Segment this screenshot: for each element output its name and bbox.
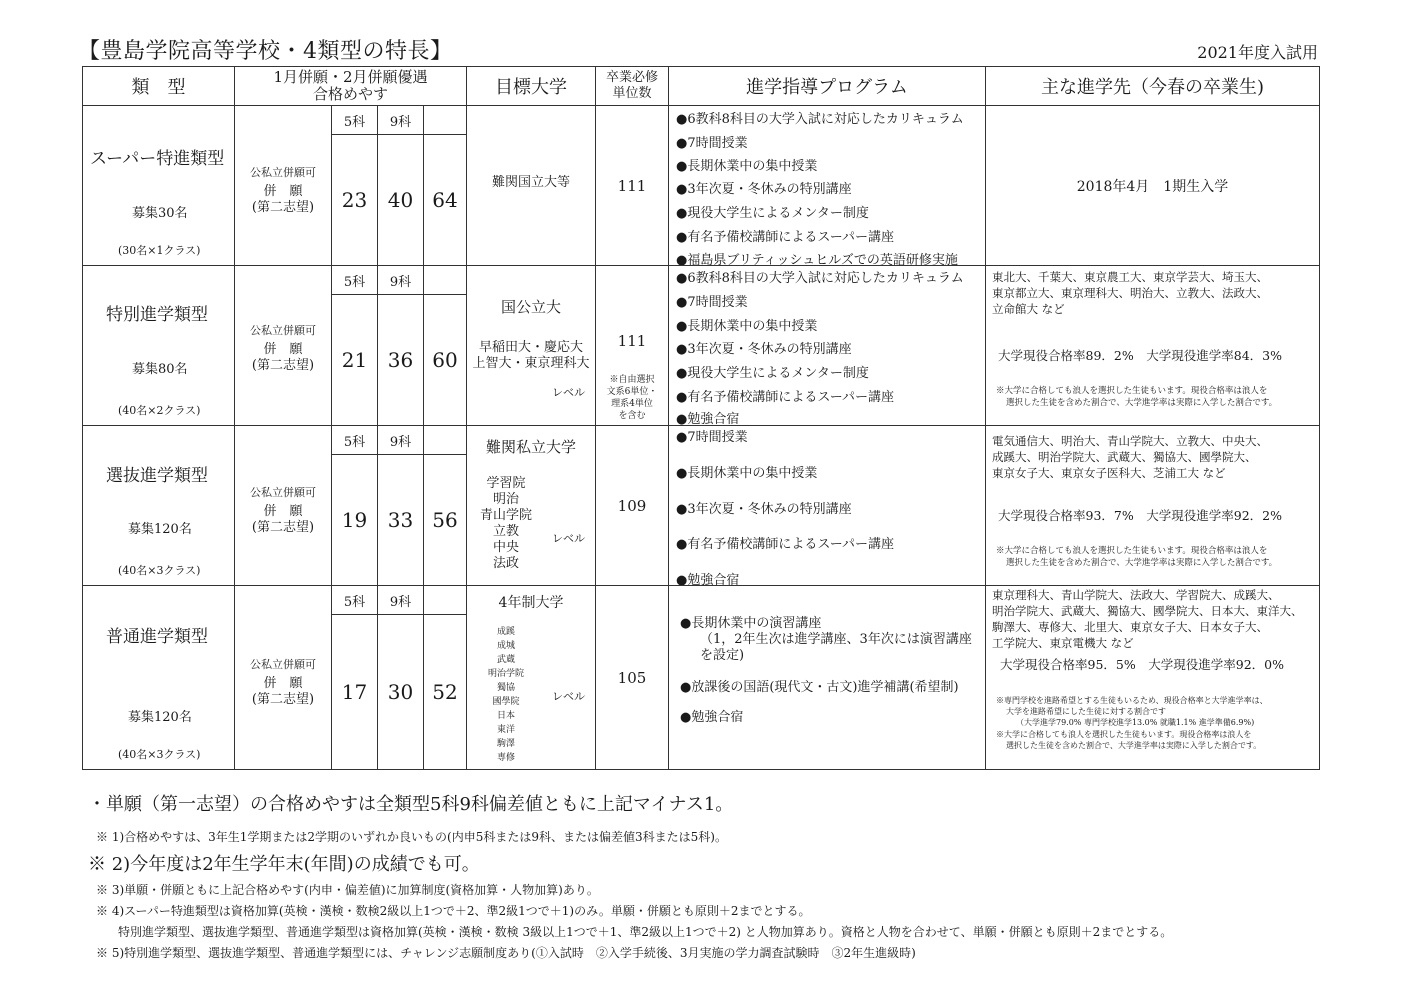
subject-3-label [423, 105, 467, 135]
pass-score-3: 60 [423, 294, 467, 426]
note-3: ※ 3)単願・併願ともに上記合格めやす(内申・偏差値)に加算制度(資格加算・人物加算)あり。 [96, 883, 599, 897]
program-item: ●3年次夏・冬休みの特別講座 [676, 342, 852, 357]
heigan-line2: 併 願 [263, 342, 303, 357]
subject-9-label: 9科 [377, 585, 424, 615]
target-level: レベル [552, 386, 585, 399]
program-item: ●長期休業中の集中授業 [676, 319, 818, 334]
program-item: ●勉強合宿 [676, 573, 740, 588]
rate-footnote: （大学進学79.0% 専門学校進学13.0% 就職1.1% 進学準備6.9%) [1016, 718, 1255, 727]
note-main: ・単願（第一志望）の合格めやすは全類型5科9科偏差値ともに上記マイナス1。 [88, 794, 734, 815]
subject-5-label: 5科 [331, 425, 378, 455]
target-school: 明治学院 [487, 669, 524, 679]
rate-footnote: ※大学に合格しても浪人を選択した生徒もいます。現役合格率は浪人を [996, 730, 1252, 739]
program-item: ●3年次夏・冬休みの特別講座 [676, 502, 852, 517]
program-item: ●3年次夏・冬休みの特別講座 [676, 182, 852, 197]
credits-cell: 109 [595, 425, 669, 586]
program-item: ●勉強合宿 [680, 710, 744, 725]
subject-3-label [423, 425, 467, 455]
header-destinations: 主な進学先（今春の卒業生) [985, 66, 1320, 106]
heigan-line2: 併 願 [263, 184, 303, 199]
type-name: スーパー特進類型 [90, 149, 225, 169]
pass-score-5: 21 [331, 294, 378, 426]
target-school: 青山学院 [479, 508, 532, 523]
rate-footnote: 選択した生徒を含めた割合で、大学進学率は実際に入学した割合です。 [1006, 558, 1278, 568]
destination-line: 駒澤大、専修大、北里大、東京女子大、日本女子大、 [992, 620, 1268, 634]
recruit-count: 募集30名 [132, 206, 188, 221]
target-school: 明治 [492, 492, 519, 507]
subject-5-label: 5科 [331, 585, 378, 615]
target-school: 中央 [492, 540, 519, 555]
note-1: ※ 1)合格めやすは、3年生1学期または2学期のいずれか良いもの(内申5科または9科、または偏差値3科または5科)。 [96, 830, 727, 844]
program-item: ●現役大学生によるメンター制度 [676, 366, 869, 381]
pass-score-5: 19 [331, 454, 378, 586]
recruit-count: 募集120名 [128, 522, 192, 537]
rate-text: 大学現役合格率95．5% 大学現役進学率92．0% [1000, 657, 1284, 672]
target-school: 東洋 [496, 725, 515, 735]
credits-note: 理系4単位 [611, 399, 653, 409]
rate-footnote: ※大学に合格しても浪人を選択した生徒もいます。現役合格率は浪人を [996, 386, 1268, 396]
rate-footnote: 選択した生徒を含めた割合で、大学進学率は実際に入学した割合です。 [1006, 741, 1262, 750]
features-table [82, 66, 1320, 770]
header-pass-line1: 1月併願・2月併願優遇 [273, 68, 428, 86]
target-level: レベル [552, 690, 585, 703]
heigan-line1: 公私立併願可 [250, 166, 316, 179]
credits-cell: 105 [595, 585, 669, 770]
rate-footnote: ※専門学校を進路希望とする生徒もいるため、現役合格率と大学進学率は、 [996, 696, 1268, 705]
target-main: 難関私立大学 [485, 438, 576, 456]
note-4a: ※ 4)スーパー特進類型は資格加算(英検・漢検・数検2級以上1つで＋2、準2級1つで＋1)のみ。単願・併願とも原則＋2までとする。 [96, 904, 811, 918]
pass-score-3: 52 [423, 614, 467, 770]
credits-cell: 111 [595, 105, 669, 266]
rate-text: 大学現役合格率89．2% 大学現役進学率84．3% [998, 348, 1282, 363]
program-item: ●長期休業中の演習講座 [680, 616, 822, 631]
pass-score-3: 56 [423, 454, 467, 586]
heigan-line3: (第二志望) [251, 692, 315, 707]
header-pass [234, 66, 467, 106]
pass-score-9: 40 [377, 134, 424, 266]
subject-9-label: 9科 [377, 425, 424, 455]
header-target: 目標大学 [466, 66, 596, 106]
rate-text: 大学現役合格率93．7% 大学現役進学率92．2% [998, 508, 1282, 523]
target-main: 難関国立大等 [491, 175, 570, 190]
heigan-line3: (第二志望) [251, 520, 315, 535]
program-item: ●7時間授業 [676, 136, 748, 151]
target-school: 駒澤 [496, 739, 515, 749]
header-program: 進学指導プログラム [668, 66, 986, 106]
heigan-line2: 併 願 [263, 504, 303, 519]
target-school: 専修 [496, 753, 515, 763]
subject-9-label: 9科 [377, 265, 424, 295]
subject-3-label [423, 265, 467, 295]
pass-score-9: 33 [377, 454, 424, 586]
destination-line: 電気通信大、明治大、青山学院大、立教大、中央大、 [992, 434, 1268, 448]
target-level: レベル [552, 532, 585, 545]
subject-3-label [423, 585, 467, 615]
destination-line: 東北大、千葉大、東京農工大、東京学芸大、埼玉大、 [992, 270, 1268, 284]
target-school: 國學院 [492, 697, 520, 707]
type-name: 特別進学類型 [106, 305, 208, 325]
target-sub: 早稲田大・慶応大 [478, 340, 583, 355]
credits-note: を含む [618, 411, 646, 421]
destination-line: 東京都立大、東京理科大、明治大、立教大、法政大、 [992, 286, 1268, 300]
destination-line: 東京女子大、東京女子医科大、芝浦工大 など [992, 466, 1226, 480]
header-type: 類 型 [82, 66, 235, 106]
rate-footnote: 選択した生徒を含めた割合で、大学進学率は実際に入学した割合です。 [1006, 398, 1278, 408]
destination-line: 成蹊大、明治学院大、武蔵大、獨協大、國學院大、 [992, 450, 1257, 464]
program-item: ●有名予備校講師によるスーパー講座 [676, 390, 895, 405]
class-count: (40名×3クラス) [118, 564, 201, 577]
target-school: 武蔵 [496, 655, 515, 665]
rate-footnote: ※大学に合格しても浪人を選択した生徒もいます。現役合格率は浪人を [996, 546, 1268, 556]
target-sub: 上智大・東京理科大 [472, 356, 590, 371]
type-name: 選抜進学類型 [106, 466, 208, 486]
subject-5-label: 5科 [331, 105, 378, 135]
header-credits-line1: 卒業必修 [605, 70, 658, 85]
target-school: 法政 [492, 556, 519, 571]
pass-score-3: 64 [423, 134, 467, 266]
target-main: 4年制大学 [498, 595, 564, 611]
rate-footnote: 大学を進路希望にした生徒に対する割合です [1006, 707, 1166, 716]
program-item: ●勉強合宿 [676, 412, 740, 427]
pass-score-5: 17 [331, 614, 378, 770]
program-item: ●現役大学生によるメンター制度 [676, 206, 869, 221]
program-item: ●6教科8科目の大学入試に対応したカリキュラム [676, 271, 964, 286]
target-school: 立教 [492, 524, 519, 539]
note-2: ※ 2)今年度は2年生学年末(年間)の成績でも可。 [88, 854, 480, 875]
program-item: （1，2年生次は進学講座、3年次には演習講座 [700, 632, 972, 647]
program-item: ●7時間授業 [676, 295, 748, 310]
credits-note: ※自由選択 [609, 375, 655, 385]
subject-5-label: 5科 [331, 265, 378, 295]
year-label: 2021年度入試用 [1197, 43, 1318, 62]
heigan-line2: 併 願 [263, 676, 303, 691]
destinations-cell: 2018年4月 1期生入学 [985, 105, 1320, 266]
program-item: ●放課後の国語(現代文・古文)進学補講(希望制) [680, 680, 959, 695]
subject-9-label: 9科 [377, 105, 424, 135]
header-credits [595, 66, 669, 106]
heigan-line1: 公私立併願可 [250, 658, 316, 671]
class-count: (40名×2クラス) [118, 404, 201, 417]
destination-line: 立命館大 など [992, 302, 1065, 316]
program-item: ●有名予備校講師によるスーパー講座 [676, 537, 895, 552]
note-4b: 特別進学類型、選抜進学類型、普通進学類型は資格加算(英検・漢検・数検 3級以上1つで＋1、準2級以上1つで＋2) と人物加算あり。資格と人物を合わせて、単願・併願とも原則＋2までとする。 [118, 925, 1173, 939]
program-item: を設定) [700, 648, 745, 663]
header-pass-line2: 合格めやす [312, 85, 388, 103]
class-count: (30名×1クラス) [118, 244, 201, 257]
program-item: ●7時間授業 [676, 430, 748, 445]
recruit-count: 募集80名 [132, 362, 188, 377]
recruit-count: 募集120名 [128, 710, 192, 725]
destination-line: 明治学院大、武蔵大、獨協大、國學院大、日本大、東洋大、 [992, 604, 1303, 618]
row-type-cell [82, 585, 235, 770]
target-school: 成城 [496, 641, 515, 651]
heigan-line3: (第二志望) [251, 358, 315, 373]
target-school: 学習院 [486, 476, 526, 491]
header-credits-line2: 単位数 [612, 86, 652, 101]
credits-note: 文系6単位・ [606, 387, 658, 397]
heigan-line3: (第二志望) [251, 200, 315, 215]
program-item: ●長期休業中の集中授業 [676, 159, 818, 174]
pass-score-9: 36 [377, 294, 424, 426]
pass-score-5: 23 [331, 134, 378, 266]
heigan-line1: 公私立併願可 [250, 486, 316, 499]
heigan-line1: 公私立併願可 [250, 324, 316, 337]
pass-score-9: 30 [377, 614, 424, 770]
target-school: 成蹊 [496, 627, 515, 637]
target-school: 日本 [496, 711, 515, 721]
note-5: ※ 5)特別進学類型、選抜進学類型、普通進学類型には、チャレンジ志願制度あり(①入試時 ②入学手続後、3月実施の学力調査試験時 ③2年生進級時) [96, 946, 916, 960]
target-main: 国公立大 [500, 298, 561, 316]
type-name: 普通進学類型 [106, 627, 208, 647]
destination-line: 東京理科大、青山学院大、法政大、学習院大、成蹊大、 [992, 588, 1280, 602]
program-item: ●福島県ブリティッシュヒルズでの英語研修実施 [676, 253, 958, 268]
program-item: ●長期休業中の集中授業 [676, 466, 818, 481]
target-school: 獨協 [496, 683, 515, 693]
program-item: ●6教科8科目の大学入試に対応したカリキュラム [676, 112, 964, 127]
destination-line: 工学院大、東京電機大 など [992, 636, 1134, 650]
program-item: ●有名予備校講師によるスーパー講座 [676, 230, 895, 245]
credits-value: 111 [617, 332, 647, 350]
class-count: (40名×3クラス) [118, 748, 201, 761]
page-title: 【豊島学院高等学校・4類型の特長】 [78, 39, 453, 64]
